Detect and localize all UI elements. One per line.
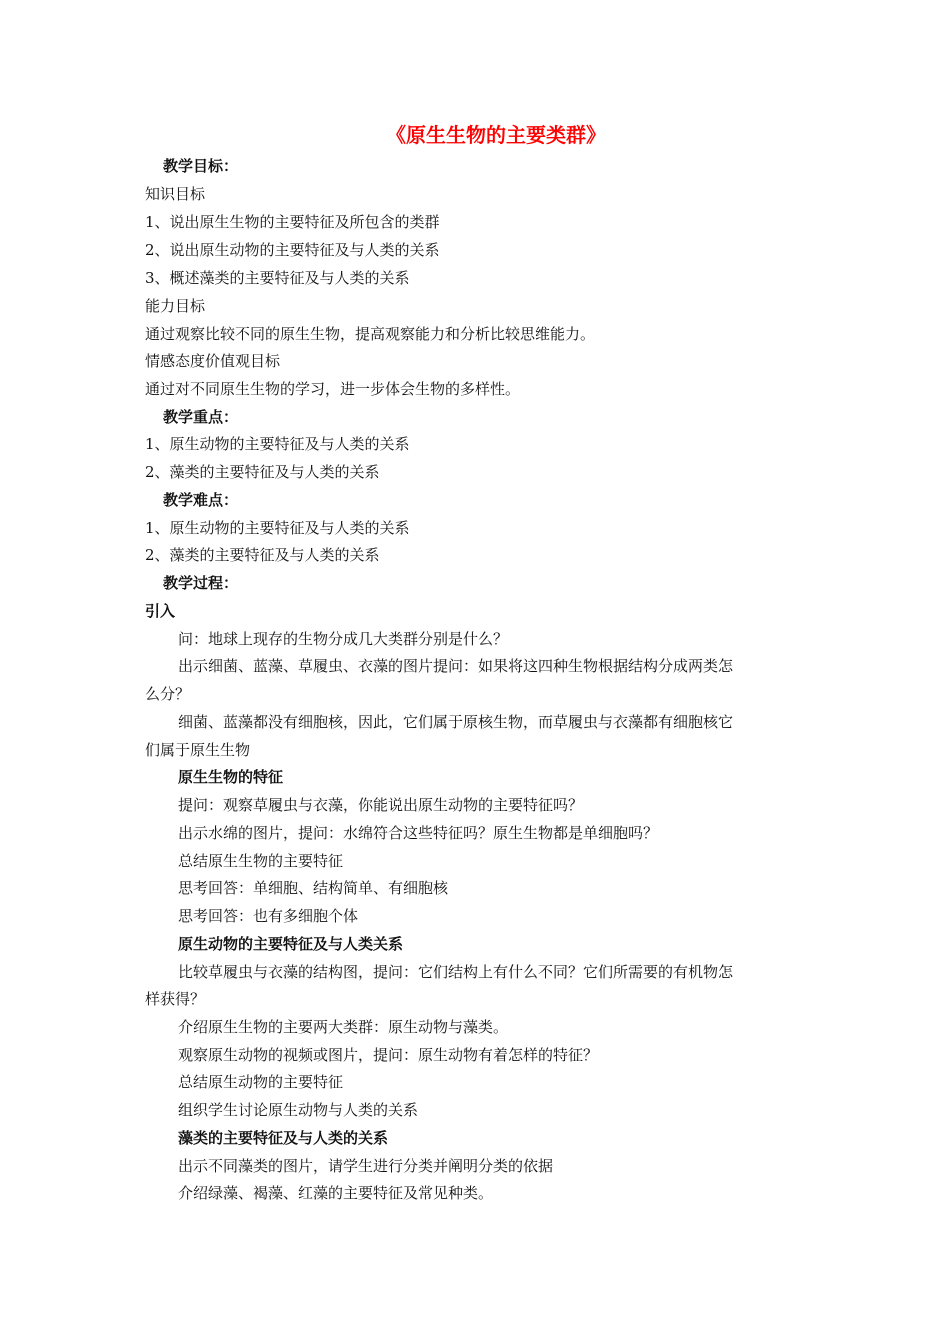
protozoa-heading: 原生动物的主要特征及与人类关系 — [178, 935, 404, 953]
difficulty-item-1: 1、原生动物的主要特征及与人类的关系 — [145, 519, 410, 537]
intro-line-5: 们属于原生生物 — [145, 741, 251, 759]
process-heading: 教学过程： — [163, 574, 239, 592]
protozoa-line-1: 比较草履虫与衣藻的结构图，提问：它们结构上有什么不同？它们所需要的有机物怎 — [178, 963, 734, 981]
objectives-heading: 教学目标： — [163, 157, 239, 175]
intro-line-1: 问：地球上现存的生物分成几大类群分别是什么？ — [178, 630, 509, 648]
key-item-1: 1、原生动物的主要特征及与人类的关系 — [145, 435, 410, 453]
knowledge-goal-label: 知识目标 — [145, 185, 206, 203]
document-title: 《原生生物的主要类群》 — [386, 123, 606, 147]
attitude-text: 通过对不同原生生物的学习，进一步体会生物的多样性。 — [145, 380, 521, 398]
protozoa-line-3: 介绍原生生物的主要两大类群：原生动物与藻类。 — [178, 1018, 509, 1036]
intro-line-2: 出示细菌、蓝藻、草履虫、衣藻的图片提问：如果将这四种生物根据结构分成两类怎 — [178, 657, 734, 675]
difficulty-heading: 教学难点： — [163, 491, 239, 509]
intro-heading: 引入 — [145, 602, 176, 620]
protozoa-line-2: 样获得？ — [145, 990, 206, 1008]
protozoa-line-5: 总结原生动物的主要特征 — [178, 1073, 344, 1091]
algae-line-2: 介绍绿藻、褐藻、红藻的主要特征及常见种类。 — [178, 1184, 494, 1202]
knowledge-item-2: 2、说出原生动物的主要特征及与人类的关系 — [145, 241, 440, 259]
protozoa-line-4: 观察原生动物的视频或图片，提问：原生动物有着怎样的特征？ — [178, 1046, 599, 1064]
ability-goal-label: 能力目标 — [145, 297, 206, 315]
intro-line-4: 细菌、蓝藻都没有细胞核，因此，它们属于原核生物，而草履虫与衣藻都有细胞核它 — [178, 713, 734, 731]
key-points-heading: 教学重点： — [163, 408, 239, 426]
protozoa-line-6: 组织学生讨论原生动物与人类的关系 — [178, 1101, 419, 1119]
feature-line-2: 出示水绵的图片，提问：水绵符合这些特征吗？原生生物都是单细胞吗？ — [178, 824, 659, 842]
feature-heading: 原生生物的特征 — [178, 768, 284, 786]
intro-line-3: 么分？ — [145, 685, 191, 703]
ability-text: 通过观察比较不同的原生生物，提高观察能力和分析比较思维能力。 — [145, 325, 596, 343]
key-item-2: 2、藻类的主要特征及与人类的关系 — [145, 463, 380, 481]
knowledge-item-3: 3、概述藻类的主要特征及与人类的关系 — [145, 269, 410, 287]
algae-heading: 藻类的主要特征及与人类的关系 — [178, 1129, 389, 1147]
feature-line-5: 思考回答：也有多细胞个体 — [178, 907, 359, 925]
feature-line-3: 总结原生生物的主要特征 — [178, 852, 344, 870]
feature-line-4: 思考回答：单细胞、结构简单、有细胞核 — [178, 879, 449, 897]
difficulty-item-2: 2、藻类的主要特征及与人类的关系 — [145, 546, 380, 564]
feature-line-1: 提问：观察草履虫与衣藻，你能说出原生动物的主要特征吗？ — [178, 796, 584, 814]
algae-line-1: 出示不同藻类的图片，请学生进行分类并阐明分类的依据 — [178, 1157, 554, 1175]
knowledge-item-1: 1、说出原生生物的主要特征及所包含的类群 — [145, 213, 440, 231]
attitude-goal-label: 情感态度价值观目标 — [145, 352, 281, 370]
